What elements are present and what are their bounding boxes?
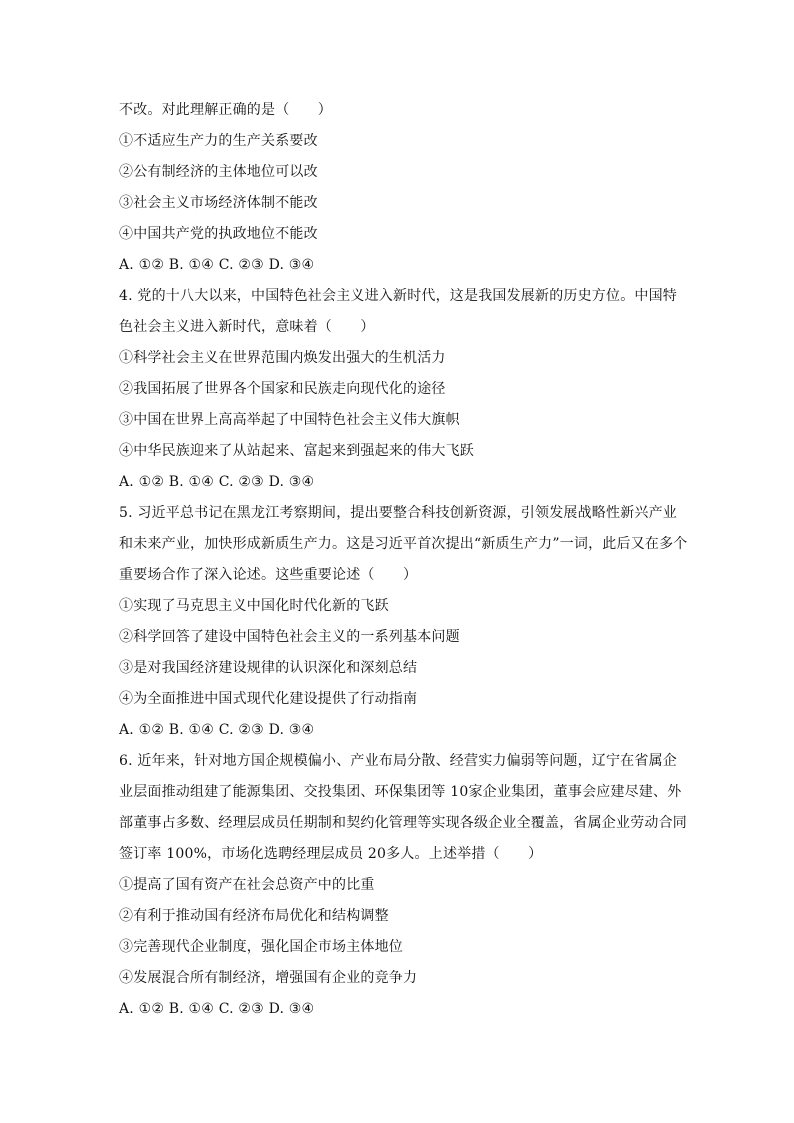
question-6 [119, 751, 687, 1019]
question-6-stem-line: 签订率 100%，市场化选聘经理层成员 20多人。上述举措（ ） [119, 846, 543, 862]
question-5-stem-line: 和未来产业，加快形成新质生产力。这是习近平首次提出“新质生产力”一词，此后又在多个 [119, 536, 688, 552]
question-4-option-4: ④中华民族迎来了从站起来、富起来到强起来的伟大飞跃 [119, 443, 474, 459]
question-4-option-3: ③中国在世界上高高举起了中国特色社会主义伟大旗帜 [119, 412, 460, 428]
question-4 [119, 286, 679, 492]
question-4-option-1: ①科学社会主义在世界范围内焕发出强大的生机活力 [119, 350, 446, 366]
question-5-stem-line: 重要场合作了深入论述。这些重要论述（ ） [119, 567, 418, 583]
question-3-stem [119, 100, 679, 120]
question-3-option-3: ③社会主义市场经济体制不能改 [119, 195, 318, 211]
question-3-option-2: ②公有制经济的主体地位可以改 [119, 164, 318, 180]
question-5-option-2: ②科学回答了建设中国特色社会主义的一系列基本问题 [119, 629, 460, 645]
question-6-stem-line: 部董事占多数、经理层成员任期制和契约化管理等实现各级企业全覆盖，省属企业劳动合同 [119, 815, 687, 831]
question-6-stem-line: 6. 近年来，针对地方国企规模偏小、产业布局分散、经营实力偏弱等问题，辽宁在省属企 [119, 753, 678, 769]
question-6-option-3: ③完善现代企业制度，强化国企市场主体地位 [119, 939, 403, 955]
question-5-stem-line: 5. 习近平总书记在黑龙江考察期间，提出要整合科技创新资源，引领发展战略性新兴产业 [119, 505, 678, 521]
question-5-option-1: ①实现了马克思主义中国化时代化新的飞跃 [119, 598, 389, 614]
question-5 [119, 503, 688, 740]
question-6-stem [119, 751, 687, 864]
question-6-option-1: ①提高了国有资产在社会总资产中的比重 [119, 877, 375, 893]
question-6-answers: A. ①② B. ①④ C. ②③ D. ③④ [119, 1001, 315, 1017]
question-4-answers: A. ①② B. ①④ C. ②③ D. ③④ [119, 474, 315, 490]
question-3 [119, 100, 679, 275]
question-5-stem [119, 503, 688, 585]
question-6-option-2: ②有利于推动国有经济布局优化和结构调整 [119, 908, 389, 924]
question-4-stem-line: 色社会主义进入新时代，意味着（ ） [119, 319, 375, 335]
question-5-option-3: ③是对我国经济建设规律的认识深化和深刻总结 [119, 660, 418, 676]
question-3-stem-line: 不改。对此理解正确的是（ ） [119, 102, 332, 118]
question-6-stem-line: 业层面推动组建了能源集团、交投集团、环保集团等 10家企业集团，董事会应建尽建、外 [119, 784, 682, 800]
question-5-option-4: ④为全面推进中国式现代化建设提供了行动指南 [119, 691, 418, 707]
question-4-stem [119, 286, 679, 337]
question-3-option-4: ④中国共产党的执政地位不能改 [119, 226, 318, 242]
question-4-stem-line: 4. 党的十八大以来，中国特色社会主义进入新时代，这是我国发展新的历史方位。中国特 [119, 288, 678, 304]
question-4-option-2: ②我国拓展了世界各个国家和民族走向现代化的途径 [119, 381, 446, 397]
exam-page [119, 100, 688, 1030]
question-5-answers: A. ①② B. ①④ C. ②③ D. ③④ [119, 722, 315, 738]
question-3-option-1: ①不适应生产力的生产关系要改 [119, 133, 318, 149]
question-3-answers: A. ①② B. ①④ C. ②③ D. ③④ [119, 257, 315, 273]
question-6-option-4: ④发展混合所有制经济，增强国有企业的竞争力 [119, 970, 418, 986]
